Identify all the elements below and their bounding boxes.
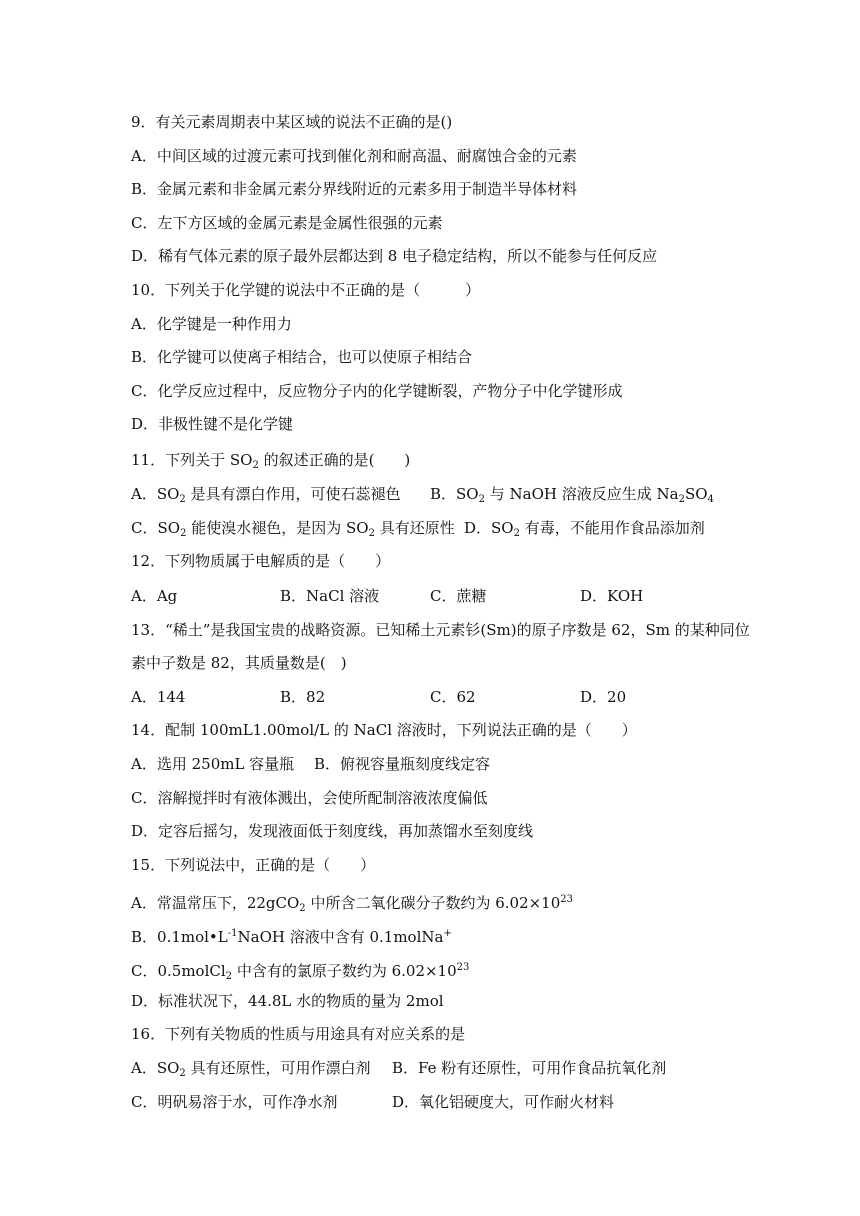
question-13-option-d: D．20 [580, 688, 627, 706]
question-14-option-c: C．溶解搅拌时有液体溅出，会使所配制溶液浓度偏低 [131, 789, 488, 807]
question-15-option-c: C．0.5molCl$_2$ 中含有的氯原子数约为 $6.02\times 10^{23}$ [131, 962, 470, 982]
question-13-option-b: B．82 [280, 688, 326, 706]
question-9-option-d: D．稀有气体元素的原子最外层都达到 8 电子稳定结构，所以不能参与任何反应 [131, 247, 658, 265]
question-11-option-d: D．$SO_2$ 有毒，不能用作食品添加剂 [464, 519, 705, 539]
question-11-option-a: A．$SO_2$ 是具有漂白作用，可使石蕊褪色 [131, 485, 401, 505]
question-13-option-a: A．144 [131, 688, 186, 706]
question-11-option-c: C．$SO_2$ 能使溴水褪色，是因为 $SO_2$ 具有还原性 [131, 519, 455, 539]
question-10-option-c: C．化学反应过程中，反应物分子内的化学键断裂，产物分子中化学键形成 [131, 382, 623, 400]
question-9-option-a: A．中间区域的过渡元素可找到催化剂和耐高温、耐腐蚀合金的元素 [131, 147, 577, 165]
question-9-option-c: C．左下方区域的金属元素是金属性很强的元素 [131, 214, 443, 232]
question-10-option-a: A．化学键是一种作用力 [131, 315, 292, 333]
question-12-option-a: A．Ag [131, 587, 178, 605]
question-15-option-a: A．常温常压下，22gCO$_2$ 中所含二氧化碳分子数约为 $6.02\times 10^{23}$ [131, 894, 573, 914]
question-14-option-a: A．选用 250mL 容量瓶 [131, 755, 295, 773]
question-12-stem: 12．下列物质属于电解质的是（ ） [131, 552, 391, 570]
question-11-option-b: B．$SO_2$ 与 NaOH 溶液反应生成 $Na_2SO_4$ [430, 485, 714, 505]
question-12-option-d: D．KOH [580, 587, 644, 605]
question-16-option-b: B．Fe 粉有还原性，可用作食品抗氧化剂 [392, 1059, 667, 1077]
question-14-option-d: D．定容后摇匀，发现液面低于刻度线，再加蒸馏水至刻度线 [131, 822, 534, 840]
question-10-option-b: B．化学键可以使离子相结合，也可以使原子相结合 [131, 348, 473, 366]
question-16-option-c: C．明矾易溶于水，可作净水剂 [131, 1093, 338, 1111]
question-9-stem: 9．有关元素周期表中某区域的说法不正确的是() [131, 113, 453, 131]
question-12-option-b: B．NaCl 溶液 [280, 587, 380, 605]
question-13-option-c: C．62 [430, 688, 476, 706]
question-12-option-c: C．蔗糖 [430, 587, 487, 605]
question-11-stem: 11．下列关于 $SO_2$ 的叙述正确的是( ) [131, 451, 411, 471]
question-10-stem: 10．下列关于化学键的说法中不正确的是（ ） [131, 281, 481, 299]
question-14-stem: 14．配制 100mL1.00mol/L 的 NaCl 溶液时，下列说法正确的是（ ） [131, 721, 637, 739]
question-15-stem: 15．下列说法中，正确的是（ ） [131, 856, 376, 874]
question-16-stem: 16．下列有关物质的性质与用途具有对应关系的是 [131, 1025, 466, 1043]
question-9-option-b: B．金属元素和非金属元素分界线附近的元素多用于制造半导体材料 [131, 180, 578, 198]
question-16-option-a: A．$SO_2$ 具有还原性，可用作漂白剂 [131, 1059, 371, 1079]
question-14-option-b: B．俯视容量瓶刻度线定容 [314, 755, 491, 773]
question-15-option-d: D．标准状况下，44.8L 水的物质的量为 2mol [131, 992, 444, 1010]
question-16-option-d: D．氧化铝硬度大，可作耐火材料 [392, 1093, 615, 1111]
question-15-option-b: B．$0.1mol•L^{-1}NaOH$ 溶液中含有 0.1molNa+ [131, 928, 452, 946]
question-13-stem-continued: 素中子数是 82，其质量数是( ) [131, 654, 347, 672]
question-13-stem: 13．“稀土”是我国宝贵的战略资源。已知稀土元素钐(Sm)的原子序数是 62，Sm 的某种同位 [131, 621, 750, 639]
question-10-option-d: D．非极性键不是化学键 [131, 415, 294, 433]
